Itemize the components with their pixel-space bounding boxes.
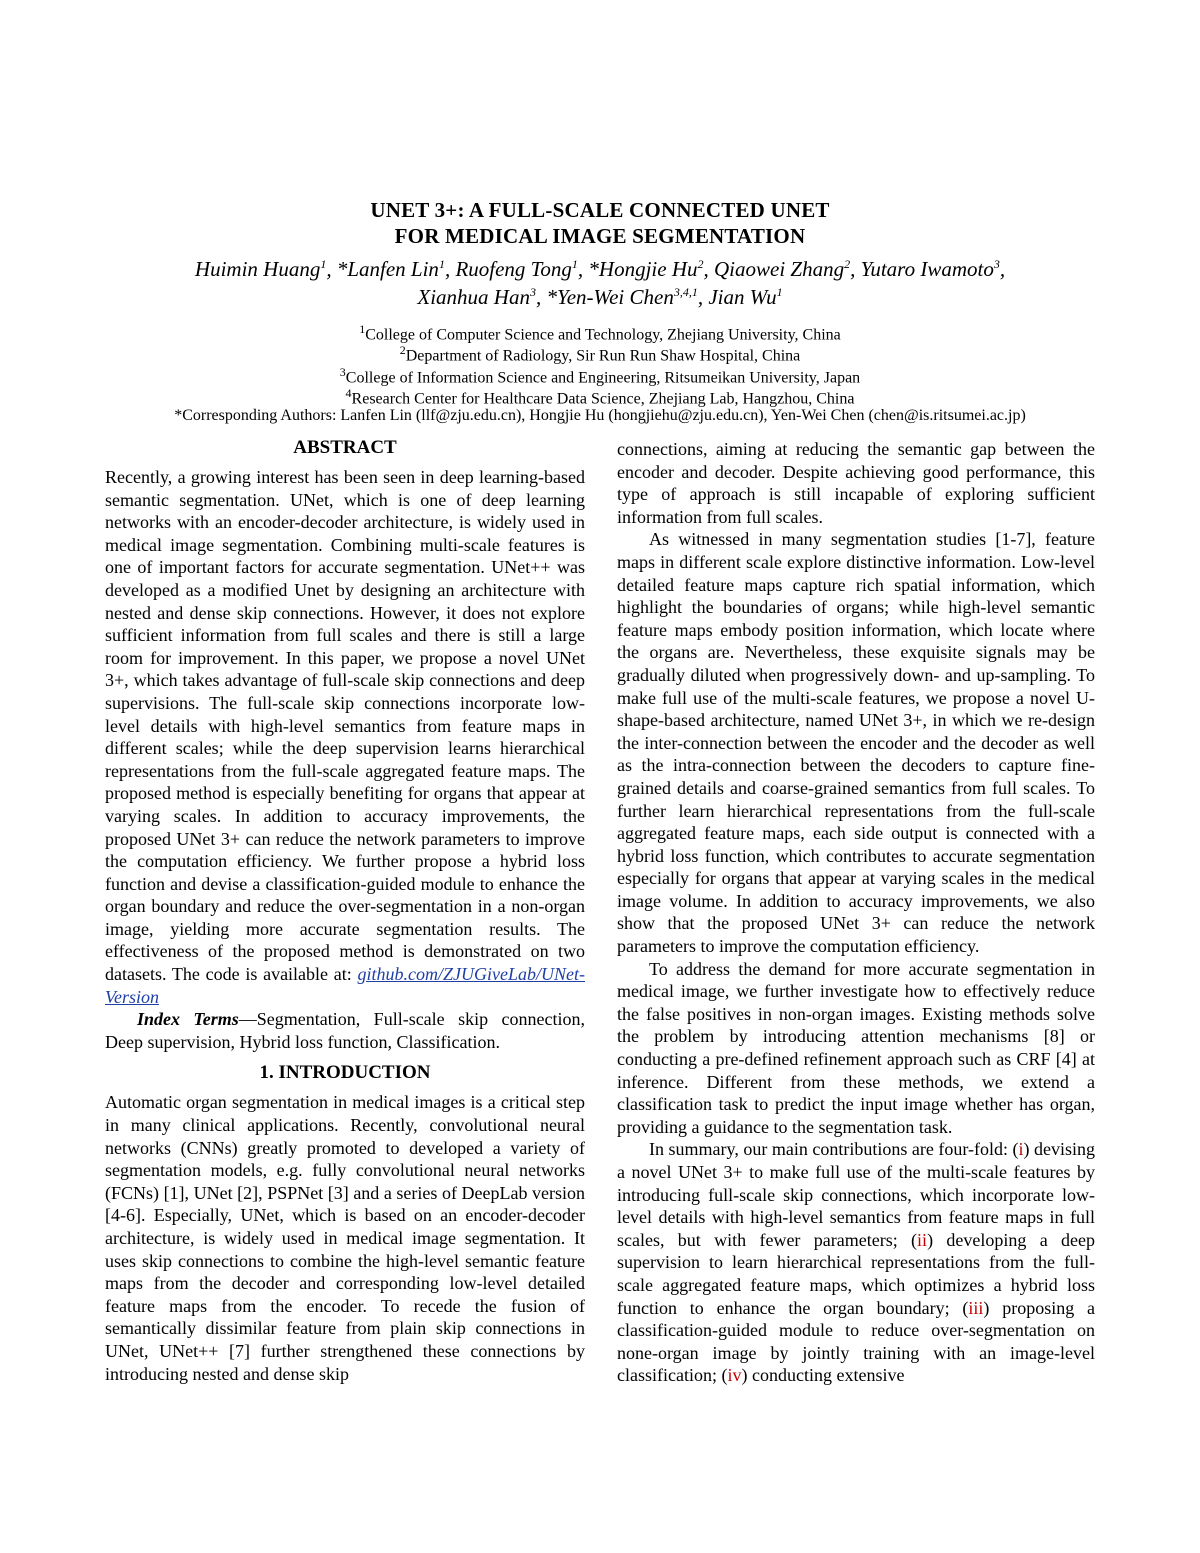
paper-title-line-1: UNET 3+: A FULL-SCALE CONNECTED UNET: [370, 198, 830, 222]
intro-paragraph-1-continued: connections, aiming at reducing the semantic gap between the encoder and decoder. Despite achieving good performance, this type of approach is still incapable of exploring sufficient information from full scales.: [617, 439, 1095, 527]
affiliation-3: [0, 365, 1200, 387]
contributions-text: In summary, our main contributions are four-fold: (: [649, 1139, 1019, 1160]
author-affil-sup: 1: [571, 257, 578, 271]
index-terms-text: —Segmentation, Full-scale skip connection, Deep supervision, Hybrid loss function, Classification.: [105, 1009, 585, 1052]
affiliation-text: Research Center for Healthcare Data Science, Zhejiang Lab, Hangzhou, China: [351, 390, 855, 408]
authors-line-2: Xianhua Han$^3$, *Yen-Wei Chen$^{3,4,1}$, Jian Wu$^1$: [417, 285, 783, 309]
affiliation-sup: 3: [339, 365, 346, 379]
contribution-marker: ii: [917, 1229, 928, 1250]
author-name: Yutaro Iwamoto: [860, 257, 994, 281]
index-terms: [105, 1008, 585, 1053]
abstract-paragraph: [105, 466, 585, 1008]
contributions-text: ) conducting extensive: [741, 1365, 905, 1386]
code-link[interactable]: github.com/ZJUGiveLab/UNet-Version: [105, 964, 586, 1007]
author-affil-sup: 3,4,1: [673, 285, 698, 299]
author-affil-sup: 1: [776, 285, 783, 299]
affiliation-text: College of Computer Science and Technology, Zhejiang University, China: [365, 326, 841, 344]
intro-paragraph-3: To address the demand for more accurate segmentation in medical image, we further investigate how to effectively reduce the false positives in non-organ images. Existing methods solve the problem by introducing attention mechanisms [8] or conducting a pre-defined refinement approach such as CRF [4] at inference. Different from these methods, we extend a classification task to predict the input image whether has organ, providing a guidance to the segmentation task.: [617, 958, 1095, 1137]
affiliation-text: College of Information Science and Engineering, Ritsumeikan University, Japan: [345, 369, 861, 387]
author-affil-sup: 1: [320, 257, 327, 271]
affiliation-1: [0, 322, 1200, 344]
index-terms-label: Index Terms: [137, 1009, 239, 1030]
author-name: *Hongjie Hu: [588, 257, 698, 281]
introduction-heading: 1. INTRODUCTION: [259, 1062, 431, 1084]
left-column: [105, 436, 585, 1385]
author-name: Xianhua Han: [417, 285, 530, 309]
author-name: Huimin Huang: [194, 257, 321, 281]
affiliation-sup: 2: [399, 343, 406, 357]
contributions-text: ) devising a novel UNet 3+ to make full use of the multi-scale features by introducing full-scale skip connections, which incorporate low-level details with high-level semantics from feature maps in full scales, but with fewer parameters; (: [617, 1139, 1095, 1250]
affiliation-text: Department of Radiology, Sir Run Run Shaw Hospital, China: [405, 347, 801, 365]
author-name: Jian Wu: [708, 285, 777, 309]
abstract-heading: ABSTRACT: [293, 437, 397, 458]
intro-paragraph-4: [617, 1138, 1095, 1387]
affiliation-sup: 4: [345, 386, 352, 400]
affiliation-sup: 1: [359, 322, 366, 336]
author-affil-sup: 2: [697, 257, 704, 271]
intro-paragraph-2: As witnessed in many segmentation studies [1-7], feature maps in different scale explore distinctive information. Low-level detailed feature maps capture rich spatial information, which highlight the boundaries of organs; while high-level semantic feature maps embody position information, which locate where the organs are. Nevertheless, these exquisite signals may be gradually diluted when progressively down- and up-sampling. To make full use of the multi-scale features, we propose a novel U-shape-based architecture, named UNet 3+, in which we re-design the inter-connection between the encoder and the decoder as well as the intra-connection between the decoders to capture fine-grained details and coarse-grained semantics from full scales. To further learn hierarchical representations from the full-scale aggregated feature maps, each side output is connected with a hybrid loss function, which contributes to accurate segmentation especially for organs that appear at varying scales in the medical image volume. In addition to accuracy improvements, we also show that the proposed UNet 3+ can reduce the network parameters to improve the computation efficiency.: [617, 529, 1095, 957]
contributions-text: ) proposing a classification-guided module to reduce over-segmentation on none-organ image by jointly training with an image-level classification; (: [617, 1297, 1095, 1386]
contribution-marker: i: [1018, 1139, 1024, 1160]
right-column: [617, 438, 1095, 1387]
author-affil-sup: 2: [844, 257, 851, 271]
abstract-text: Recently, a growing interest has been seen in deep learning-based semantic segmentation. UNet, which is one of deep learning networks with an encoder-decoder architecture, is widely used in medical image segmentation. Combining multi-scale features is one of important factors for accurate segmentation. UNet++ was developed as a modified Unet by designing an architecture with nested and dense skip connections. However, it does not explore sufficient information from full scales and there is still a large room for improvement. In this paper, we propose a novel UNet 3+, which takes advantage of full-scale skip connections and deep supervisions. The full-scale skip connections incorporate low-level details with high-level semantics from feature maps in different scales; while the deep supervision learns hierarchical representations from the full-scale aggregated feature maps. The proposed method is especially benefiting for organs that appear at varying scales. In addition to accuracy improvements, the proposed UNet 3+ can reduce the network parameters to improve the computation efficiency. We further propose a hybrid loss function and devise a classification-guided module to enhance the organ boundary and reduce the over-segmentation in a non-organ image, yielding more accurate segmentation results. The effectiveness of the proposed method is demonstrated on two datasets. The code is available at:: [105, 467, 585, 985]
contribution-marker: iii: [968, 1297, 984, 1318]
affiliation-4: [0, 386, 1200, 408]
corresponding-authors: *Corresponding Authors: Lanfen Lin (llf@zju.edu.cn), Hongjie Hu (hongjiehu@zju.edu.cn), Yen-Wei Chen (chen@is.ritsumei.ac.jp): [174, 407, 1026, 424]
affiliation-2: [0, 343, 1200, 365]
author-affil-sup: 3: [993, 257, 1000, 271]
paper-title-line-2: FOR MEDICAL IMAGE SEGMENTATION: [394, 224, 806, 248]
authors-line-1: Huimin Huang$^1$, *Lanfen Lin$^1$, Ruofeng Tong$^1$, *Hongjie Hu$^2$, Qiaowei Zhang$^2$, Yutaro Iwamoto$^3$,: [194, 257, 1006, 281]
author-affil-sup: 3: [529, 285, 536, 299]
author-name: Qiaowei Zhang: [714, 257, 845, 281]
author-name: Ruofeng Tong: [455, 257, 572, 281]
contribution-marker: iv: [727, 1365, 742, 1386]
intro-paragraph-1: Automatic organ segmentation in medical images is a critical step in many clinical applications. Recently, convolutional neural networks (CNNs) greatly promoted to developed a variety of segmentation models, e.g. fully convolutional neural networks (FCNs) [1], UNet [2], PSPNet [3] and a series of DeepLab version [4-6]. Especially, UNet, which is based on an encoder-decoder architecture, is widely used in medical image segmentation. It uses skip connections to combine the high-level semantic feature maps from the decoder and corresponding low-level detailed feature maps from the encoder. To recede the fusion of semantically dissimilar feature from plain skip connections in UNet, UNet++ [7] further strengthened these connections by introducing nested and dense skip: [105, 1092, 585, 1384]
author-affil-sup: 1: [438, 257, 445, 271]
contributions-text: ) developing a deep supervision to learn hierarchical representations from the full-scale aggregated feature maps, which optimizes a hybrid loss function to enhance the organ boundary; (: [617, 1229, 1095, 1318]
author-name: *Yen-Wei Chen: [546, 285, 674, 309]
author-name: *Lanfen Lin: [336, 257, 439, 281]
